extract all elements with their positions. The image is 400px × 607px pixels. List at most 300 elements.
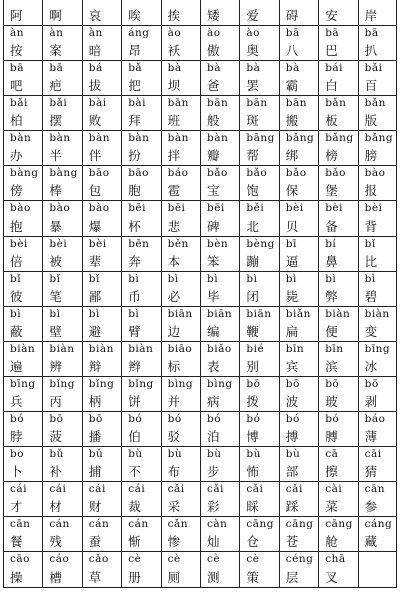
table-cell xyxy=(239,0,278,25)
pinyin-text: bō xyxy=(246,377,261,390)
table-cell xyxy=(358,96,397,130)
hanzi-text: 伯 xyxy=(128,429,141,445)
pinyin-text: bào xyxy=(364,167,386,180)
hanzi-text: 按 xyxy=(10,43,23,59)
hanzi-text: 宝 xyxy=(207,183,220,199)
pinyin-text: cāng xyxy=(246,518,275,531)
hanzi-text: 白 xyxy=(325,78,338,94)
hanzi-text: 背 xyxy=(364,218,378,234)
hanzi-text: 挨 xyxy=(167,8,181,23)
table-cell xyxy=(82,517,121,551)
table-cell xyxy=(318,342,357,376)
pinyin-text: cān xyxy=(364,483,385,496)
table-cell xyxy=(42,412,81,446)
pinyin-text: bō xyxy=(325,377,340,390)
hanzi-text: 傲 xyxy=(207,43,220,59)
pinyin-text: cáng xyxy=(364,518,393,531)
pinyin-text: bù xyxy=(207,448,222,461)
hanzi-text: 苍 xyxy=(285,534,299,550)
hanzi-text: 辫 xyxy=(128,358,141,374)
hanzi-text: 惭 xyxy=(128,534,141,550)
table-cell xyxy=(121,0,160,25)
table-cell xyxy=(239,517,278,551)
pinyin-text: biàn xyxy=(88,342,114,355)
hanzi-text: 材 xyxy=(49,499,62,515)
pinyin-text: cǎi xyxy=(207,483,224,496)
hanzi-text: 柄 xyxy=(88,394,102,410)
hanzi-text: 八 xyxy=(285,43,299,59)
table-cell xyxy=(121,377,160,411)
hanzi-text: 辩 xyxy=(88,358,102,374)
hanzi-text: 测 xyxy=(207,569,220,585)
hanzi-text: 辈 xyxy=(88,253,102,269)
pinyin-text: bì xyxy=(167,272,179,285)
pinyin-text: bèi xyxy=(49,237,68,250)
hanzi-text: 必 xyxy=(167,288,181,304)
hanzi-text: 兵 xyxy=(10,394,23,410)
hanzi-text: 膊 xyxy=(325,429,338,445)
pinyin-text: cān xyxy=(10,518,31,531)
table-cell xyxy=(318,377,357,411)
table-cell xyxy=(161,0,200,25)
hanzi-text: 阿 xyxy=(10,8,23,23)
table-cell xyxy=(358,377,397,411)
table-cell xyxy=(239,342,278,376)
hanzi-text: 并 xyxy=(167,394,181,410)
hanzi-text: 滨 xyxy=(325,358,338,374)
pinyin-text: bì xyxy=(128,307,140,320)
table-cell xyxy=(161,272,200,306)
pinyin-text: bān xyxy=(207,97,229,110)
table-cell xyxy=(318,447,357,481)
table-cell xyxy=(358,342,397,376)
table-cell xyxy=(82,131,121,165)
table-row xyxy=(3,412,397,447)
hanzi-text: 吧 xyxy=(10,78,23,94)
pinyin-text: cāng xyxy=(285,518,314,531)
pinyin-character-table xyxy=(3,0,397,588)
hanzi-text: 闭 xyxy=(246,288,259,304)
hanzi-text: 薄 xyxy=(364,429,378,445)
hanzi-text: 怖 xyxy=(246,464,259,480)
hanzi-text: 办 xyxy=(10,148,23,164)
hanzi-text: 策 xyxy=(246,569,259,585)
pinyin-text: bāo xyxy=(88,167,110,180)
pinyin-text: bīng xyxy=(364,342,391,355)
table-cell xyxy=(121,307,160,341)
table-cell xyxy=(121,96,160,130)
hanzi-text: 菠 xyxy=(49,429,62,445)
table-cell xyxy=(239,307,278,341)
pinyin-text: bà xyxy=(285,62,300,75)
pinyin-text: bó xyxy=(325,413,340,426)
table-row xyxy=(3,377,397,412)
pinyin-text: bàn xyxy=(167,132,189,145)
pinyin-text: cài xyxy=(325,483,343,496)
pinyin-text: bù xyxy=(128,448,143,461)
table-cell xyxy=(279,201,318,235)
pinyin-text: bēn xyxy=(128,237,150,250)
table-cell xyxy=(239,272,278,306)
pinyin-text: cā xyxy=(325,448,339,461)
pinyin-text: bó xyxy=(167,413,182,426)
table-cell xyxy=(279,166,318,200)
table-row xyxy=(3,447,397,482)
pinyin-text: běi xyxy=(246,202,265,215)
table-cell xyxy=(200,517,239,551)
table-cell xyxy=(279,131,318,165)
table-cell xyxy=(121,201,160,235)
hanzi-text: 冰 xyxy=(364,358,378,374)
hanzi-text: 波 xyxy=(285,394,299,410)
table-cell xyxy=(161,412,200,446)
pinyin-text: bēi xyxy=(207,202,225,215)
hanzi-text: 裁 xyxy=(128,499,141,515)
pinyin-text: cái xyxy=(128,483,146,496)
table-cell xyxy=(318,482,357,516)
hanzi-text: 博 xyxy=(246,429,259,445)
hanzi-text: 不 xyxy=(128,464,141,480)
pinyin-text: bì xyxy=(49,307,61,320)
hanzi-text: 半 xyxy=(49,148,62,164)
pinyin-text: bīn xyxy=(285,342,305,355)
table-cell xyxy=(82,272,121,306)
hanzi-text: 舱 xyxy=(325,534,338,550)
hanzi-text: 捕 xyxy=(88,464,102,480)
table-cell xyxy=(358,552,397,586)
pinyin-text: bīng xyxy=(10,377,36,390)
pinyin-text: cái xyxy=(88,483,106,496)
hanzi-text: 卜 xyxy=(10,464,23,480)
hanzi-text: 避 xyxy=(88,323,102,339)
table-cell xyxy=(42,482,81,516)
table-row xyxy=(3,237,397,272)
table-cell xyxy=(42,447,81,481)
hanzi-text: 爸 xyxy=(207,78,220,94)
table-cell xyxy=(121,447,160,481)
pinyin-text: cāo xyxy=(10,553,30,566)
hanzi-text: 病 xyxy=(207,394,220,410)
hanzi-text: 奥 xyxy=(246,43,259,59)
table-cell xyxy=(200,201,239,235)
pinyin-text: bào xyxy=(88,202,110,215)
hanzi-text: 版 xyxy=(364,113,378,129)
table-cell xyxy=(121,237,160,271)
hanzi-text: 雹 xyxy=(167,183,181,199)
table-cell xyxy=(318,166,357,200)
pinyin-text: cán xyxy=(49,518,70,531)
hanzi-text: 弊 xyxy=(325,288,338,304)
pinyin-text: bèn xyxy=(207,237,229,250)
pinyin-text: bā xyxy=(285,27,300,39)
table-cell xyxy=(82,552,121,586)
table-cell xyxy=(161,517,200,551)
table-cell xyxy=(279,552,318,586)
table-cell xyxy=(239,412,278,446)
hanzi-text: 暗 xyxy=(88,43,102,59)
table-cell xyxy=(42,237,81,271)
table-cell xyxy=(3,96,42,130)
pinyin-text: bàn xyxy=(207,132,229,145)
pinyin-text: cāi xyxy=(364,448,382,461)
hanzi-text: 班 xyxy=(167,113,181,129)
pinyin-text: bǎn xyxy=(364,97,386,110)
table-cell xyxy=(200,342,239,376)
hanzi-text: 爆 xyxy=(88,218,102,234)
hanzi-text: 碧 xyxy=(364,288,378,304)
hanzi-text: 标 xyxy=(167,358,181,374)
pinyin-text: bō xyxy=(364,377,379,390)
pinyin-text: biàn xyxy=(325,307,351,320)
pinyin-text: bǎng xyxy=(285,132,315,145)
hanzi-text: 擦 xyxy=(325,464,338,480)
table-cell xyxy=(82,0,121,25)
pinyin-text: bì xyxy=(246,272,258,285)
table-cell xyxy=(239,166,278,200)
pinyin-text: bo xyxy=(10,448,25,461)
pinyin-text: bà xyxy=(167,62,182,75)
hanzi-text: 部 xyxy=(285,464,299,480)
hanzi-text: 昂 xyxy=(128,43,141,59)
pinyin-text: bù xyxy=(167,448,183,461)
table-cell xyxy=(239,201,278,235)
table-cell xyxy=(279,412,318,446)
hanzi-text: 鼻 xyxy=(325,253,338,269)
hanzi-text: 毙 xyxy=(285,288,299,304)
table-cell xyxy=(82,237,121,271)
hanzi-text: 壁 xyxy=(49,323,62,339)
table-row xyxy=(3,307,397,342)
table-cell xyxy=(279,447,318,481)
table-row xyxy=(3,26,397,61)
pinyin-text: bǎi xyxy=(49,97,68,110)
table-cell xyxy=(3,342,42,376)
table-cell xyxy=(318,272,357,306)
hanzi-text: 财 xyxy=(88,499,102,515)
table-cell xyxy=(200,447,239,481)
hanzi-text: 碍 xyxy=(285,8,299,23)
pinyin-text: bài xyxy=(88,97,107,110)
pinyin-text: cǎn xyxy=(167,518,188,531)
hanzi-text: 败 xyxy=(88,113,102,129)
table-cell xyxy=(42,0,81,25)
pinyin-text: bèi xyxy=(10,237,28,250)
pinyin-text: cè xyxy=(246,553,260,566)
pinyin-text: biān xyxy=(246,307,272,320)
pinyin-text: cán xyxy=(88,518,110,531)
hanzi-text: 暴 xyxy=(49,218,62,234)
table-cell xyxy=(42,307,81,341)
table-cell xyxy=(200,237,239,271)
table-cell xyxy=(279,482,318,516)
pinyin-text: àn xyxy=(88,27,103,39)
table-cell xyxy=(3,61,42,95)
pinyin-text: biàn xyxy=(10,342,36,355)
table-cell xyxy=(161,96,200,130)
pinyin-text: bì xyxy=(10,307,22,320)
pinyin-text: bǎo xyxy=(207,167,228,180)
hanzi-text: 拨 xyxy=(246,394,259,410)
table-cell xyxy=(121,342,160,376)
hanzi-text: 疤 xyxy=(49,78,62,94)
table-row xyxy=(3,131,397,166)
table-cell xyxy=(121,131,160,165)
table-row xyxy=(3,342,397,377)
hanzi-text: 贝 xyxy=(285,218,299,234)
hanzi-text: 藏 xyxy=(364,534,378,550)
pinyin-text: bèi xyxy=(325,202,343,215)
pinyin-text: bān xyxy=(285,97,308,110)
pinyin-text: bǎo xyxy=(246,167,268,180)
table-cell xyxy=(318,0,357,25)
hanzi-text: 本 xyxy=(167,253,181,269)
hanzi-text: 拔 xyxy=(88,78,102,94)
table-cell xyxy=(279,342,318,376)
hanzi-text: 叉 xyxy=(325,569,338,585)
table-cell xyxy=(3,201,42,235)
pinyin-text: bó xyxy=(285,413,300,426)
table-cell xyxy=(82,201,121,235)
table-cell xyxy=(82,307,121,341)
pinyin-text: bí xyxy=(325,237,337,250)
pinyin-text: bǎn xyxy=(325,97,347,110)
pinyin-text: bàn xyxy=(10,132,32,145)
pinyin-text: bàng xyxy=(49,167,78,180)
pinyin-text: bì xyxy=(325,272,337,285)
pinyin-text: bì xyxy=(364,272,376,285)
table-cell xyxy=(3,272,42,306)
pinyin-text: cǎi xyxy=(167,483,185,496)
table-cell xyxy=(42,61,81,95)
pinyin-text: báo xyxy=(167,167,189,180)
hanzi-text: 比 xyxy=(364,253,378,269)
pinyin-text: ào xyxy=(167,27,182,39)
table-cell xyxy=(3,237,42,271)
table-cell xyxy=(3,377,42,411)
hanzi-text: 餐 xyxy=(10,534,23,550)
pinyin-text: bēi xyxy=(128,202,146,215)
table-cell xyxy=(42,552,81,586)
hanzi-text: 扁 xyxy=(285,323,299,339)
table-cell xyxy=(161,377,200,411)
table-cell xyxy=(239,61,278,95)
table-cell xyxy=(239,96,278,130)
table-cell xyxy=(42,166,81,200)
table-cell xyxy=(358,412,397,446)
hanzi-text: 板 xyxy=(325,113,338,129)
hanzi-text: 惨 xyxy=(167,534,181,550)
pinyin-text: bào xyxy=(49,202,71,215)
table-cell xyxy=(279,0,318,25)
hanzi-text: 笨 xyxy=(207,253,220,269)
hanzi-text: 笔 xyxy=(49,288,62,304)
pinyin-text: bái xyxy=(325,62,344,75)
pinyin-text: bǎng xyxy=(325,132,354,145)
hanzi-text: 傍 xyxy=(10,183,23,199)
table-cell xyxy=(161,447,200,481)
table-cell xyxy=(318,61,357,95)
hanzi-text: 悲 xyxy=(167,218,181,234)
pinyin-text: bì xyxy=(128,272,140,285)
table-cell xyxy=(279,237,318,271)
pinyin-text: bài xyxy=(128,97,147,110)
table-cell xyxy=(161,552,200,586)
hanzi-text: 被 xyxy=(49,253,62,269)
table-cell xyxy=(318,307,357,341)
hanzi-text: 扒 xyxy=(364,43,378,59)
pinyin-text: bīn xyxy=(325,342,344,355)
hanzi-text: 玻 xyxy=(325,394,338,410)
table-cell xyxy=(42,26,81,60)
hanzi-text: 巴 xyxy=(325,43,338,59)
hanzi-text: 边 xyxy=(167,323,181,339)
table-cell xyxy=(318,26,357,60)
pinyin-text: bù xyxy=(285,448,301,461)
hanzi-text: 睬 xyxy=(246,499,259,515)
pinyin-text: cè xyxy=(207,553,221,566)
hanzi-text: 蚕 xyxy=(88,534,102,550)
table-cell xyxy=(161,482,200,516)
hanzi-text: 参 xyxy=(364,499,378,515)
table-cell xyxy=(358,307,397,341)
hanzi-text: 唉 xyxy=(128,8,141,23)
hanzi-text: 菜 xyxy=(325,499,338,515)
hanzi-text: 哀 xyxy=(88,8,102,23)
table-cell xyxy=(42,96,81,130)
pinyin-text: běn xyxy=(167,237,189,250)
table-cell xyxy=(82,61,121,95)
hanzi-text: 拜 xyxy=(128,113,141,129)
pinyin-text: bié xyxy=(246,342,265,355)
hanzi-text: 遍 xyxy=(10,358,23,374)
hanzi-text: 层 xyxy=(285,569,299,585)
pinyin-text: cái xyxy=(49,483,67,496)
hanzi-text: 袄 xyxy=(167,43,181,59)
pinyin-text: bī xyxy=(285,237,297,250)
table-cell xyxy=(239,26,278,60)
pinyin-text: bāo xyxy=(128,167,149,180)
hanzi-text: 把 xyxy=(128,78,141,94)
table-cell xyxy=(318,96,357,130)
table-cell xyxy=(279,96,318,130)
hanzi-text: 辨 xyxy=(49,358,62,374)
pinyin-text: bǎo xyxy=(325,167,346,180)
table-row xyxy=(3,201,397,236)
table-cell xyxy=(200,0,239,25)
table-cell xyxy=(318,552,357,586)
table-cell xyxy=(358,201,397,235)
pinyin-text: bā xyxy=(49,62,64,75)
table-cell xyxy=(318,237,357,271)
table-cell xyxy=(121,61,160,95)
hanzi-text: 泊 xyxy=(207,429,220,445)
table-cell xyxy=(279,307,318,341)
pinyin-text: bāng xyxy=(246,132,275,145)
hanzi-text: 啊 xyxy=(49,8,62,23)
pinyin-text: bǎi xyxy=(364,62,383,75)
table-cell xyxy=(358,131,397,165)
pinyin-text: bèi xyxy=(285,202,304,215)
pinyin-text: àn xyxy=(10,27,25,39)
pinyin-text: ào xyxy=(207,27,221,39)
table-cell xyxy=(121,517,160,551)
table-cell xyxy=(82,26,121,60)
pinyin-text: bǐng xyxy=(49,377,75,390)
hanzi-text: 册 xyxy=(128,569,141,585)
pinyin-text: bàn xyxy=(128,132,150,145)
table-cell xyxy=(239,377,278,411)
hanzi-text: 操 xyxy=(10,569,23,585)
